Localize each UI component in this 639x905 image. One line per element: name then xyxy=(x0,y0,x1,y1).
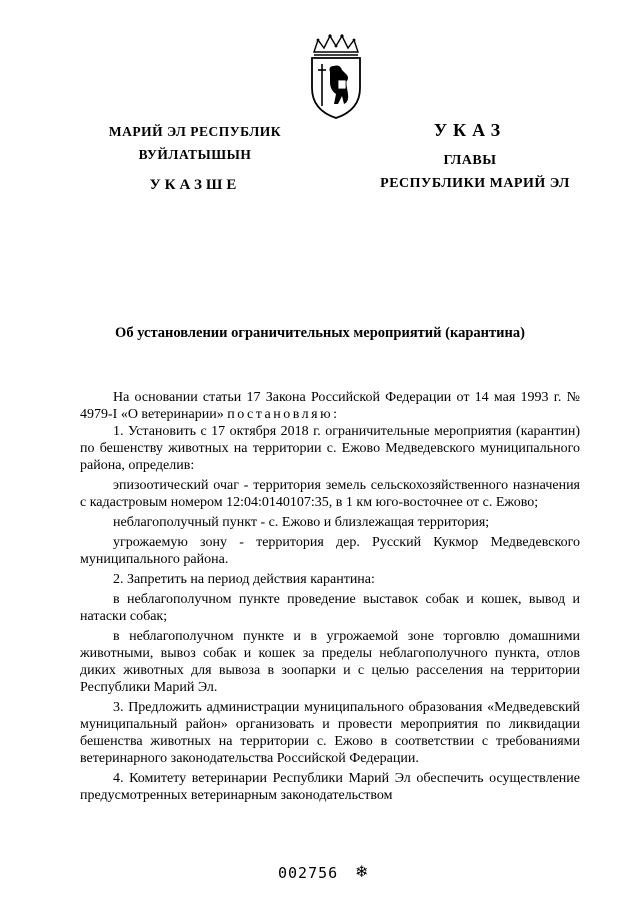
paragraph-ban-trade: в неблагополучном пункте и в угрожаемой зоне торговлю домашними животными, вывоз собак и кошек за пределы неблагополучного пункта, отлов диких животных для вывоза в зоопарки и с целью расселения на территории Республики Марий Эл. xyxy=(80,629,580,695)
header-right-line3: РЕСПУБЛИКИ МАРИЙ ЭЛ xyxy=(380,176,570,191)
snowflake-mark-icon: ❄ xyxy=(355,864,369,881)
document-number: 002756 xyxy=(278,864,339,882)
header-right-line2: ГЛАВЫ xyxy=(443,153,497,168)
paragraph-1: 1. Установить с 17 октября 2018 г. ограничительные мероприятия (карантин) по бешенству животных на территории с. Ежово Медведевского муниципального района, определив: xyxy=(80,424,580,473)
preamble xyxy=(80,389,580,423)
header-left-line2: ВУЙЛАТЫШЫН xyxy=(138,147,252,162)
coat-of-arms-emblem xyxy=(300,30,372,120)
header-left-line3: УКАЗШЕ xyxy=(149,177,241,193)
paragraph-threat-zone: угрожаемую зону - территория дер. Русский Кукмор Медведевского муниципального района. xyxy=(80,535,580,567)
preamble-decree-word: постановляю: xyxy=(227,407,340,422)
paragraph-ban-exhibitions: в неблагополучном пункте проведение выставок собак и кошек, вывод и натаски собак; xyxy=(80,592,580,624)
preamble-text: На основании статьи 17 Закона Российской Федерации от 14 мая 1993 г. № 4979-I «О ветеринарии» xyxy=(80,390,580,422)
paragraph-4: 4. Комитету ветеринарии Республики Марий Эл обеспечить осуществление предусмотренных ветеринарным законодательством xyxy=(80,771,580,803)
header-right-line1: УКАЗ xyxy=(433,120,507,140)
paragraph-focus: эпизоотический очаг - территория земель сельскохозяйственного назначения с кадастровым номером 12:04:0140107:35, в 1 км юго-восточнее от с. Ежово; xyxy=(80,478,580,510)
header-left-line1: МАРИЙ ЭЛ РЕСПУБЛИК xyxy=(108,124,282,139)
paragraph-3: 3. Предложить администрации муниципального образования «Медведевский муниципальный район» организовать и провести мероприятия по ликвидации бешенства животных на территории с. Ежово в соответствии с требованиями ветеринарного законодательства Российской Федерации. xyxy=(80,700,580,766)
paragraph-2: 2. Запретить на период действия карантина: xyxy=(113,572,375,587)
document-body xyxy=(80,389,580,804)
paragraph-unsafe-point: неблагополучный пункт - с. Ежово и близлежащая территория; xyxy=(113,515,490,530)
document-title: Об установлении ограничительных мероприятий (карантина) xyxy=(115,325,525,341)
